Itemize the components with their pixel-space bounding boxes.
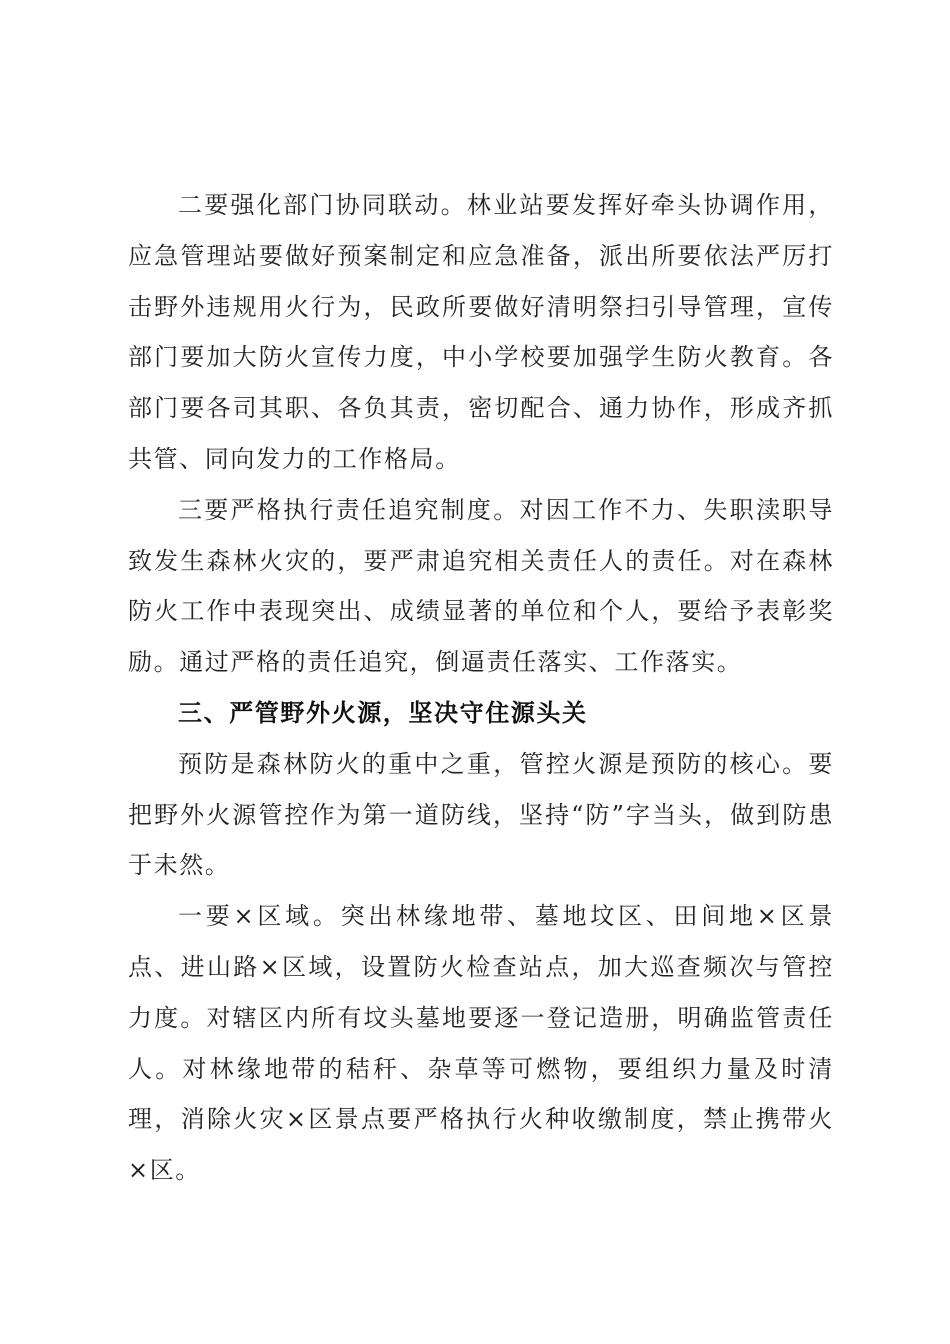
paragraph-collaboration: 二要强化部门协同联动。林业站要发挥好牵头协调作用，应急管理站要做好预案制定和应急准备，派出所要依法严厉打击野外违规用火行为，民政所要做好清明祭扫引导管理，宣传部门要加大防火宣传力度，中小学校要加强学生防火教育。各部门要各司其职、各负其责，密切配合、通力协作，形成齐抓共管、同向发力的工作格局。 xyxy=(128,191,834,473)
paragraph-key-areas: 一要×区域。突出林缘地带、墓地坟区、田间地×区景点、进山路×区域，设置防火检查站点，加大巡查频次与管控力度。对辖区内所有坟头墓地要逐一登记造册，明确监管责任人。对林缘地带的秸秆、杂草等可燃物，要组织力量及时清理，消除火灾×区景点要严格执行火种收缴制度，禁止携带火×区。 xyxy=(128,902,834,1185)
paragraph-accountability: 三要严格执行责任追究制度。对因工作不力、失职渎职导致发生森林火灾的，要严肃追究相关责任人的责任。对在森林防火工作中表现突出、成绩显著的单位和个人，要给予表彰奖励。通过严格的责任追究，倒逼责任落实、工作落实。 xyxy=(128,495,834,677)
paragraph-prevention: 预防是森林防火的重中之重，管控火源是预防的核心。要把野外火源管控作为第一道防线，坚持“防”字当头，做到防患于未然。 xyxy=(128,749,834,880)
document-body xyxy=(128,180,834,1196)
section-heading: 三、严管野外火源，坚决守住源头关 xyxy=(178,698,588,727)
